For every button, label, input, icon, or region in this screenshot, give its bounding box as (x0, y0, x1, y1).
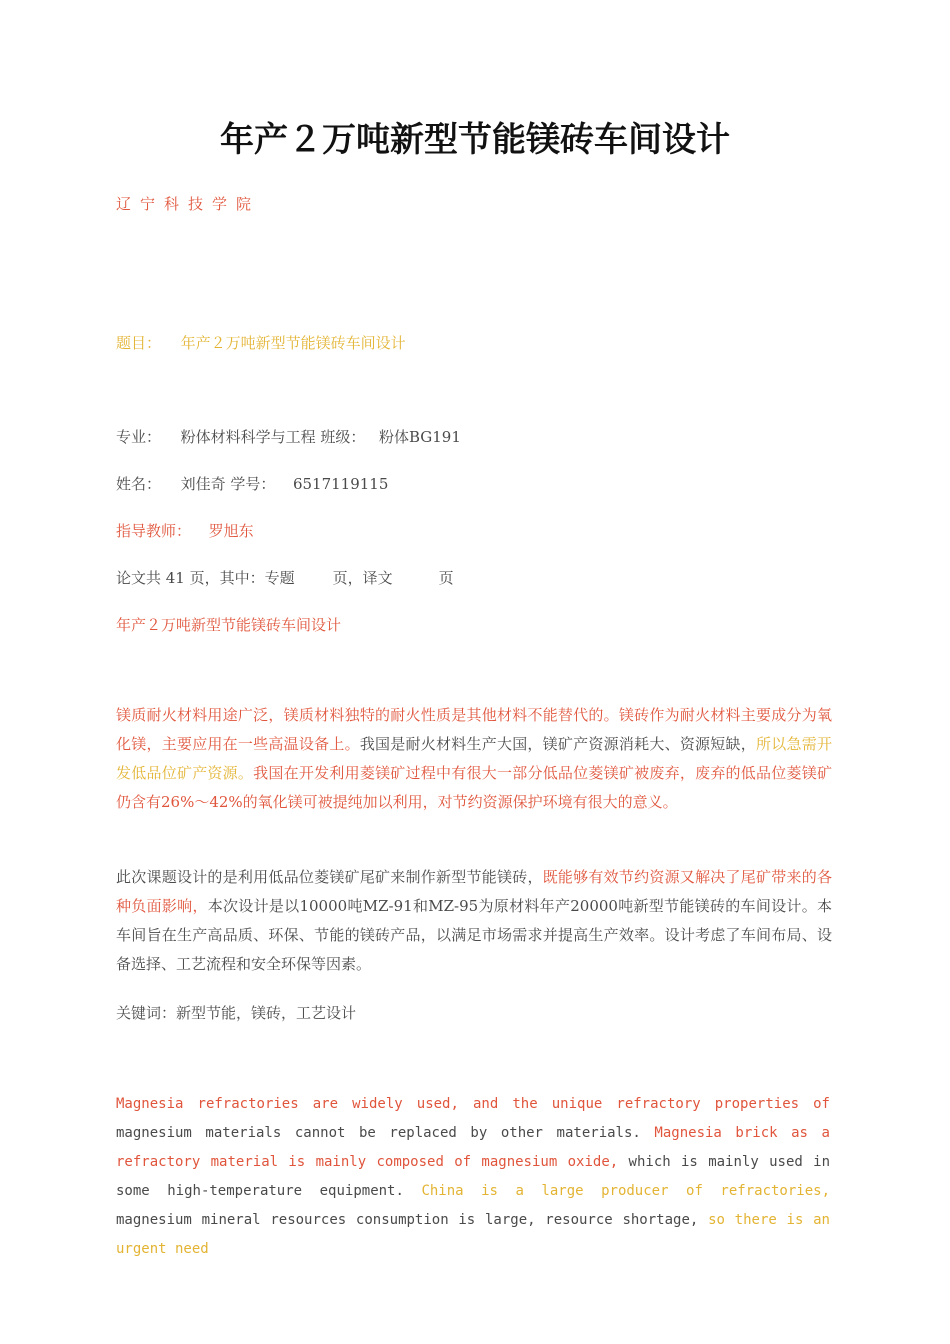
topic-value: 年产２万吨新型节能镁砖车间设计 (180, 334, 406, 352)
abstract-cn-p1-seg1: 镁质耐火材料用途广泛，镁质材料独特的耐火性质是其他材料不能替代的。镁砖作为耐火材料主要成分为氧化镁，主要应用在一些高温设备上。 (116, 706, 832, 753)
abstract-cn-p2-seg2: 既能够有效节约资源又解决了尾矿带来的各种负面影响， (116, 868, 832, 915)
id-value: 6517119115 (292, 475, 389, 493)
class-value: 粉体BG191 (378, 428, 461, 446)
abstract-cn-paragraph-2 (116, 863, 832, 979)
abstract-cn-p1-seg4: 我国在开发利用菱镁矿过程中有很大一部分低品位菱镁矿被废弃，废弃的低品位菱镁矿仍含有26%～42%的氧化镁可被提纯加以利用，对节约资源保护环境有很大的意义。 (116, 764, 832, 811)
abstract-en-seg7: so there is an urgent need (116, 1212, 830, 1257)
advisor-value: 罗旭东 (208, 522, 254, 540)
major-value: 粉体材料科学与工程 (180, 428, 316, 446)
page-count-text: 论文共 41 页，其中：专题 (116, 569, 295, 587)
id-label: 学号： (230, 475, 276, 493)
name-label: 姓名： (116, 475, 162, 493)
abstract-cn-paragraph-1 (116, 701, 832, 817)
name-id-line (116, 473, 388, 494)
name-value: 刘佳奇 (180, 475, 226, 493)
abstract-en-seg4: which is mainly used in some high-temperature equipment. (116, 1154, 830, 1199)
abstract-cn-p1-seg3: 所以急需开发低品位矿产资源。 (116, 735, 832, 782)
topic-line (116, 332, 406, 353)
advisor-label: 指导教师： (116, 522, 192, 540)
abstract-en-seg1: Magnesia refractories are widely used, and the unique refractory properties of (116, 1096, 830, 1112)
keywords-line: 关键词：新型节能，镁砖，工艺设计 (116, 1004, 357, 1022)
major-class-line (116, 426, 461, 447)
abstract-cn-p2-seg3: 本次设计是以10000吨MZ-91和MZ-95为原材料年产20000吨新型节能镁砖的车间设计。本车间旨在生产高品质、环保、节能的镁砖产品，以满足市场需求并提高生产效率。设计考虑了车间布局、设备选择、工艺流程和安全环保等因素。 (116, 897, 832, 973)
page-count-line (116, 567, 454, 588)
abstract-en-seg5: China is a large producer of refractories, (421, 1183, 830, 1199)
advisor-line (116, 520, 254, 541)
page-unit-text: 页 (438, 569, 454, 587)
school-name: 辽宁科技学院 (116, 195, 261, 213)
abstract-cn-p2-seg1: 此次课题设计的是利用低品位菱镁矿尾矿来制作新型节能镁砖， (116, 868, 543, 886)
class-label: 班级： (320, 428, 366, 446)
topic-label: 题目： (116, 334, 162, 352)
abstract-en-seg2: magnesium materials cannot be replaced by other materials. (116, 1125, 641, 1141)
abstract-cn-p1-seg2: 我国是耐火材料生产大国，镁矿产资源消耗大、资源短缺， (359, 735, 757, 753)
abstract-en-paragraph (116, 1090, 830, 1264)
abstract-en-seg3: Magnesia brick as a refractory material is mainly composed of magnesium oxide, (116, 1125, 830, 1170)
abstract-en-seg6: magnesium mineral resources consumption is large, resource shortage, (116, 1212, 699, 1228)
translation-text: 页，译文 (332, 569, 393, 587)
subtitle: 年产２万吨新型节能镁砖车间设计 (116, 616, 342, 634)
document-title: 年产２万吨新型节能镁砖车间设计 (220, 120, 730, 160)
major-label: 专业： (116, 428, 162, 446)
